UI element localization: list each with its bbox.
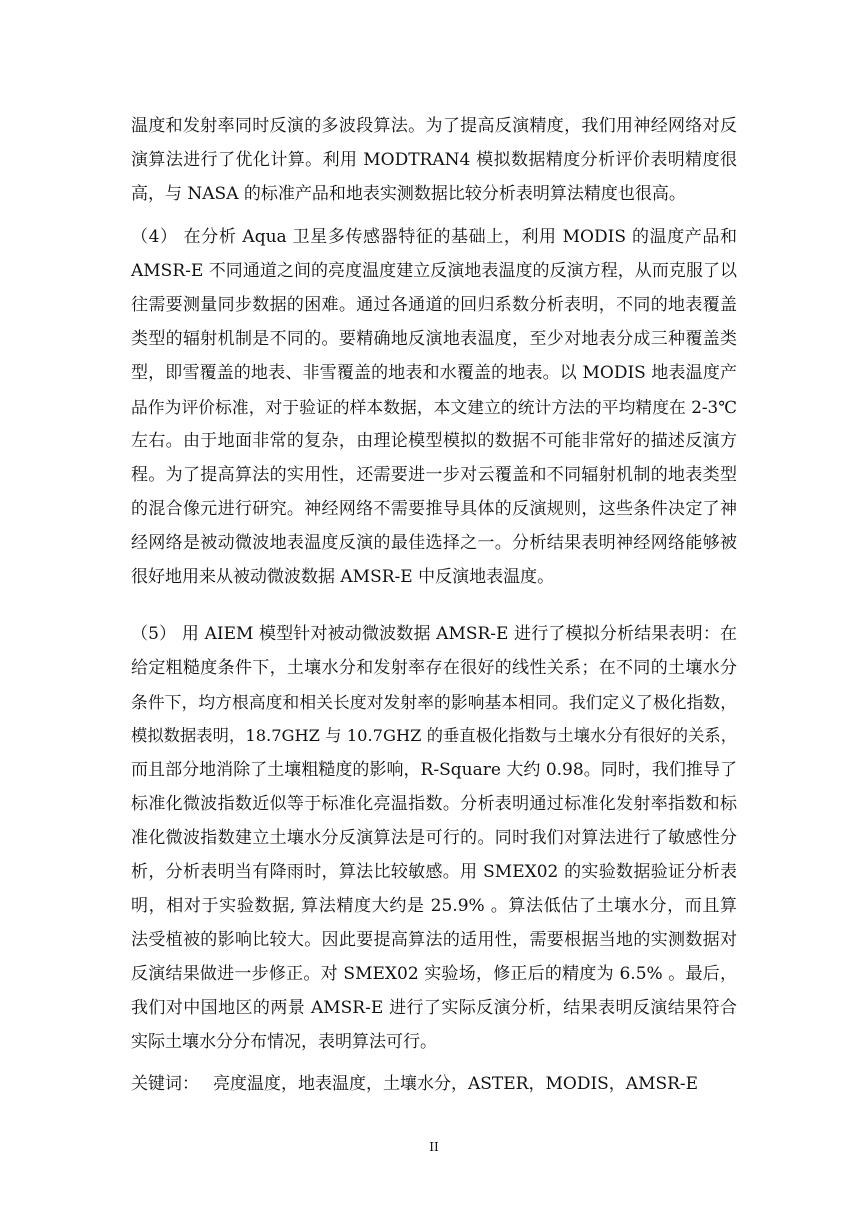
paragraph-2-line-7: 左右。由于地面非常的复杂，由理论模型模拟的数据不可能非常好的描述反演方 bbox=[131, 431, 737, 451]
paragraph-3-line-13: 实际土壤水分分布情况，表明算法可行。 bbox=[131, 1032, 437, 1052]
paragraph-2-line-11: 很好地用来从被动微波数据 AMSR-E 中反演地表温度。 bbox=[131, 567, 555, 587]
paragraph-1-line-1: 温度和发射率同时反演的多波段算法。为了提高反演精度，我们用神经网络对反 bbox=[131, 116, 737, 136]
keywords-value: 亮度温度，地表温度，土壤水分，ASTER，MODIS，AMSR-E bbox=[213, 1074, 699, 1094]
paragraph-3-line-2: 给定粗糙度条件下，土壤水分和发射率存在很好的线性关系；在不同的土壤水分 bbox=[131, 658, 737, 678]
paragraph-2-line-6: 品作为评价标准，对于验证的样本数据，本文建立的统计方法的平均精度在 2-3℃ bbox=[131, 397, 737, 417]
paragraph-2-line-9: 的混合像元进行研究。神经网络不需要推导具体的反演规则，这些条件决定了神 bbox=[131, 499, 737, 519]
paragraph-3-line-11: 反演结果做进一步修正。对 SMEX02 实验场，修正后的精度为 6.5% 。最后， bbox=[131, 964, 737, 984]
paragraph-3-line-1: （5） 用 AIEM 模型针对被动微波数据 AMSR-E 进行了模拟分析结果表明：在 bbox=[131, 624, 737, 644]
paragraph-2-line-4: 类型的辐射机制是不同的。要精确地反演地表温度，至少对地表分成三种覆盖类 bbox=[131, 329, 737, 349]
page-number: II bbox=[429, 1140, 439, 1154]
paragraph-1-line-3: 高，与 NASA 的标准产品和地表实测数据比较分析表明算法精度也很高。 bbox=[131, 184, 686, 204]
paragraph-2-line-5: 型，即雪覆盖的地表、非雪覆盖的地表和水覆盖的地表。以 MODIS 地表温度产 bbox=[131, 363, 737, 383]
paragraph-3-line-8: 析，分析表明当有降雨时，算法比较敏感。用 SMEX02 的实验数据验证分析表 bbox=[131, 862, 737, 882]
paragraph-3-line-4: 模拟数据表明，18.7GHZ 与 10.7GHZ 的垂直极化指数与土壤水分有很好的关系， bbox=[131, 726, 737, 745]
paragraph-3-line-7: 准化微波指数建立土壤水分反演算法是可行的。同时我们对算法进行了敏感性分 bbox=[131, 828, 737, 848]
paragraph-3-line-9: 明，相对于实验数据, 算法精度大约是 25.9% 。算法低估了土壤水分，而且算 bbox=[131, 896, 737, 916]
paragraph-2-line-10: 经网络是被动微波地表温度反演的最佳选择之一。分析结果表明神经网络能够被 bbox=[131, 533, 737, 553]
paragraph-3-line-5: 而且部分地消除了土壤粗糙度的影响，R-Square 大约 0.98。同时，我们推导了 bbox=[131, 760, 737, 780]
paragraph-2-line-1: （4） 在分析 Aqua 卫星多传感器特征的基础上，利用 MODIS 的温度产品和 bbox=[131, 227, 737, 247]
paragraph-3-line-3: 条件下，均方根高度和相关长度对发射率的影响基本相同。我们定义了极化指数， bbox=[131, 692, 737, 712]
paragraph-2-line-8: 程。为了提高算法的实用性，还需要进一步对云覆盖和不同辐射机制的地表类型 bbox=[131, 465, 737, 485]
paragraph-2-line-2: AMSR-E 不同通道之间的亮度温度建立反演地表温度的反演方程，从而克服了以 bbox=[131, 261, 737, 281]
paragraph-1-line-2: 演算法进行了优化计算。利用 MODTRAN4 模拟数据精度分析评价表明精度很 bbox=[131, 150, 737, 170]
paragraph-3-line-10: 法受植被的影响比较大。因此要提高算法的适用性，需要根据当地的实测数据对 bbox=[131, 930, 737, 950]
keywords-line bbox=[131, 1068, 698, 1100]
paragraph-3-line-6: 标准化微波指数近似等于标准化亮温指数。分析表明通过标准化发射率指数和标 bbox=[131, 794, 737, 814]
keywords-label: 关键词： bbox=[131, 1074, 199, 1094]
paragraph-2-line-3: 往需要测量同步数据的困难。通过各通道的回归系数分析表明，不同的地表覆盖 bbox=[131, 295, 737, 315]
paragraph-3-line-12: 我们对中国地区的两景 AMSR-E 进行了实际反演分析，结果表明反演结果符合 bbox=[131, 998, 737, 1018]
